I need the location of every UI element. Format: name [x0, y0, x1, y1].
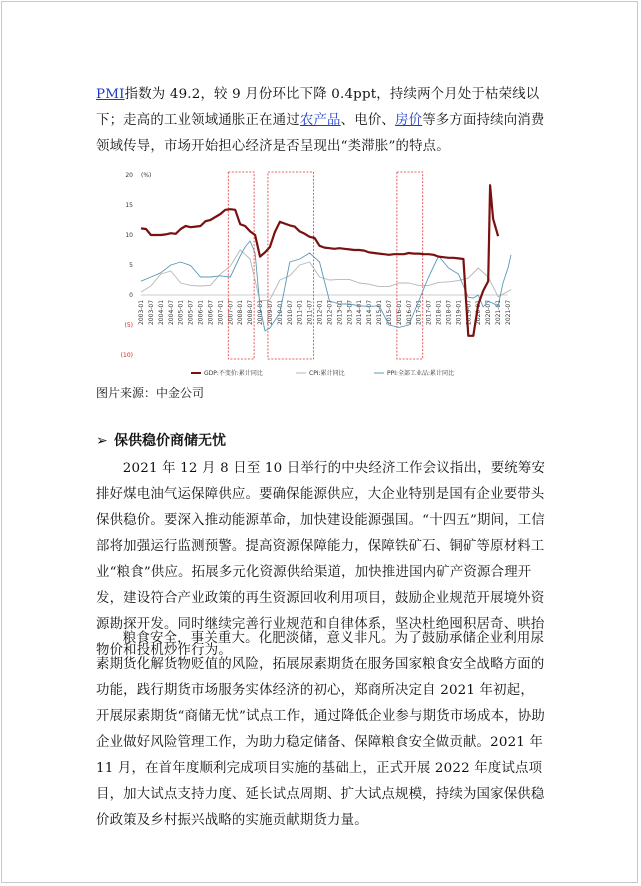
x-tick-label: 2016-07 [405, 299, 413, 325]
y-tick-label: 10 [125, 232, 133, 239]
x-tick-label: 2006-07 [207, 299, 215, 325]
x-tick-label: 2018-01 [435, 299, 443, 325]
x-tick-label: 2008-01 [237, 299, 245, 325]
x-tick-label: 2020-01 [475, 299, 483, 325]
y-tick-label: 15 [125, 202, 133, 209]
y-tick-label: (5) [124, 322, 133, 329]
x-tick-label: 2009-07 [266, 299, 274, 325]
pmi-link[interactable]: PMI [96, 87, 125, 102]
x-tick-label: 2013-01 [336, 299, 344, 325]
x-tick-label: 2014-01 [356, 299, 364, 325]
highlight-box [268, 172, 314, 359]
legend-label-cpi: CPI:累计同比 [309, 370, 345, 377]
body-paragraph-1: 2021 年 12 月 8 日至 10 日举行的中央经济工作会议指出，要统筹安排好煤电油气运保障供应。要确保能源供应，大企业特别是国有企业要带头保供稳价。要深入推动能源革命，加快建设能源强国。“十四五”期间，工信部将加强运行监测预警。提高资源保障能力，保障铁矿石、铜矿等原材料工业“粮食”供应。拓展多元化资源供给渠道，加快推进国内矿产资源合理开发，建设符合产业政策的再生资源回收利用项目，鼓励企业规范开展境外资源勘探开发。同时继续完善行业规范和自律体系，坚决杜绝囤积居奇、哄抬物价和投机炒作行为。 [96, 461, 546, 658]
x-tick-label: 2005-07 [187, 299, 195, 325]
y-tick-label: 5 [129, 262, 133, 269]
highlight-box [228, 172, 254, 359]
x-tick-label: 2015-01 [376, 299, 384, 325]
y-unit-label: (%) [141, 172, 152, 179]
y-tick-label: 0 [129, 292, 133, 299]
x-tick-label: 2013-07 [346, 299, 354, 325]
y-tick-label: 20 [125, 172, 133, 179]
x-tick-label: 2010-01 [276, 299, 284, 325]
agri-products-link[interactable]: 农产品 [299, 113, 341, 128]
x-tick-label: 2021-01 [495, 299, 503, 325]
intro-text-2: 、电价、 [340, 113, 396, 128]
x-tick-label: 2021-07 [505, 299, 512, 325]
x-tick-label: 2005-01 [177, 299, 185, 325]
x-tick-label: 2012-07 [326, 299, 334, 325]
highlight-box [397, 172, 423, 359]
x-tick-label: 2017-07 [425, 299, 433, 325]
intro-text-3: 等多方面持续向消费领域传导，市场开始担心经济是否呈现出“类滞胀”的特点。 [96, 113, 545, 154]
legend-label-ppi: PPI:全部工业品:累计同比 [387, 370, 455, 377]
macro-line-chart [96, 163, 526, 385]
x-tick-label: 2003-07 [147, 299, 155, 325]
x-tick-label: 2012-01 [316, 299, 324, 325]
x-tick-label: 2004-01 [157, 299, 165, 325]
x-tick-label: 2020-07 [485, 299, 493, 325]
intro-paragraph [96, 82, 546, 160]
housing-price-link[interactable]: 房价 [395, 113, 423, 128]
chart-svg [96, 163, 526, 385]
x-tick-label: 2009-01 [257, 299, 265, 325]
x-tick-label: 2014-07 [366, 299, 374, 325]
x-tick-label: 2018-07 [445, 299, 453, 325]
x-tick-label: 2019-01 [455, 299, 463, 325]
x-tick-label: 2004-07 [167, 299, 175, 325]
x-tick-label: 2007-01 [217, 299, 225, 325]
intro-text-1: 指数为 49.2，较 9 月份环比下降 0.4ppt，持续两个月处于枯荣线以下；走高的工业领域通胀正在通过 [96, 87, 540, 128]
x-tick-label: 2019-07 [465, 299, 473, 325]
x-tick-label: 2007-07 [227, 299, 235, 325]
x-tick-label: 2008-07 [247, 299, 255, 325]
figure-source: 图片来源：中金公司 [96, 386, 205, 400]
x-tick-label: 2010-07 [286, 299, 294, 325]
x-tick-label: 2011-07 [306, 299, 314, 325]
x-tick-label: 2006-01 [197, 299, 205, 325]
section-heading [96, 430, 226, 450]
y-tick-label: (10) [120, 352, 133, 359]
x-tick-label: 2011-01 [296, 299, 304, 325]
section-title: 保供稳价商储无忧 [114, 433, 226, 449]
body-paragraph-2: 粮食安全，事关重大。化肥淡储，意义非凡。为了鼓励承储企业利用尿素期货化解货物贬值的风险，拓展尿素期货在服务国家粮食安全战略方面的功能，践行期货市场服务实体经济的初心，郑商所决定自 2021 年初起，开展尿素期货“商储无忧”试点工作，通过降低企业参与期货市场成本，协助企业做好风险管理工作，为助力稳定储备、保障粮食安全做贡献。2021 年 11 月，在首年度顺利完成项目实施的基础上，正式开展 2022 年度试点项目，加大试点支持力度、延长试点周期、扩大试点规模，持续为国家保供稳价政策及乡村振兴战略的实施贡献期货力量。 [96, 631, 545, 828]
bullet-arrow-icon: ➢ [96, 433, 108, 449]
x-tick-label: 2016-01 [395, 299, 403, 325]
x-tick-label: 2003-01 [138, 299, 145, 325]
legend-label-gdp: GDP:不变价:累计同比 [204, 370, 263, 377]
x-tick-label: 2017-01 [415, 299, 423, 325]
x-tick-label: 2015-07 [385, 299, 393, 325]
